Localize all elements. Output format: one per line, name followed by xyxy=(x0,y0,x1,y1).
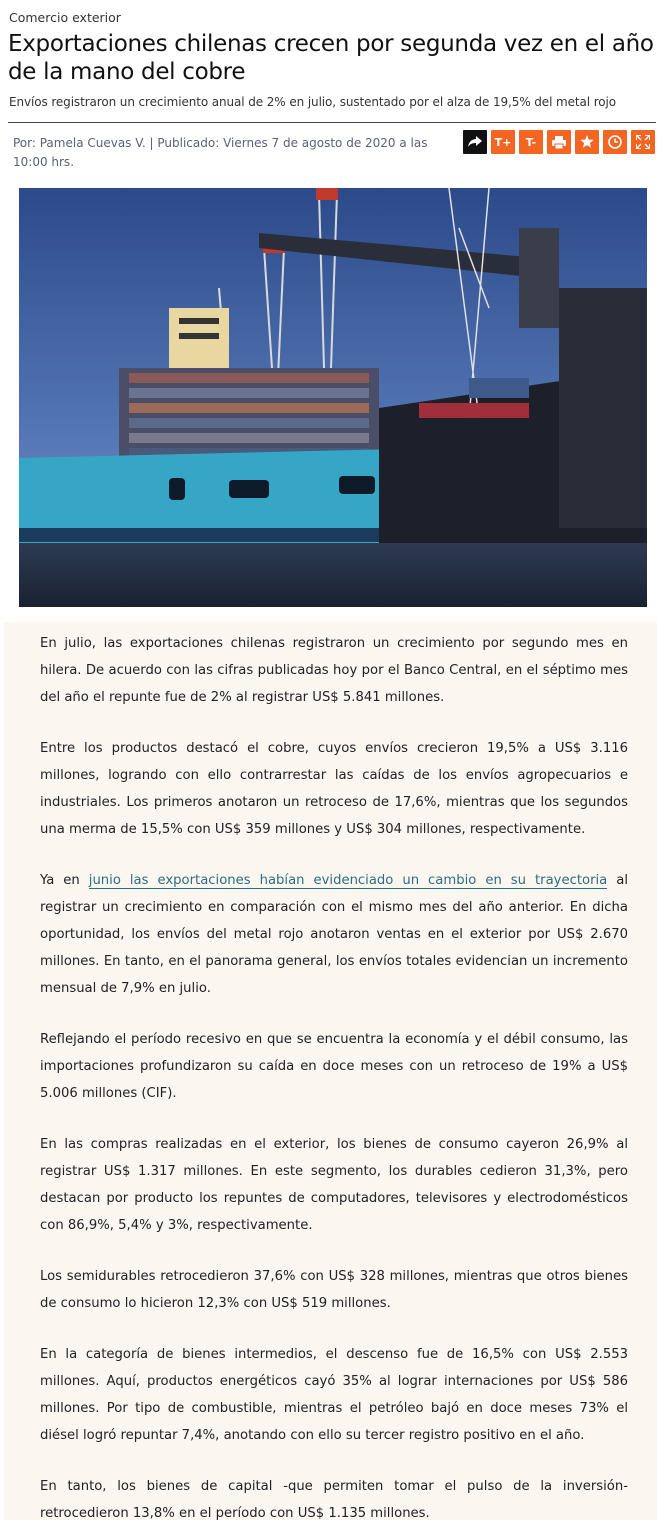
favorite-button[interactable] xyxy=(575,130,599,154)
share-arrow-icon xyxy=(468,136,482,148)
paragraph-8: En tanto, los bienes de capital -que permiten tomar el pulso de la inversión- retrocedieron 13,8% en el período con US$ 1.135 millones. xyxy=(40,1479,628,1520)
section-label[interactable]: Comercio exterior xyxy=(9,10,121,25)
article-byline: Por: Pamela Cuevas V. | Publicado: Viernes 7 de agosto de 2020 a las 10:00 hrs. xyxy=(13,136,428,169)
print-icon xyxy=(552,136,566,149)
paragraph-4: Reflejando el período recesivo en que se encuentra la economía y el débil consumo, las importaciones profundizaron su caída en doce meses con un retroceso de 19% a US$ 5.006 millones (CIF). xyxy=(40,1032,628,1101)
paragraph-6: Los semidurables retrocedieron 37,6% con US$ 328 millones, mientras que otros bienes de consumo lo hicieron 12,3% con US$ 519 millones. xyxy=(40,1269,628,1311)
article-headline: Exportaciones chilenas crecen por segunda vez en el año de la mano del cobre xyxy=(8,31,654,85)
paragraph-5: En las compras realizadas en el exterior, los bienes de consumo cayeron 26,9% al registrar US$ 1.317 millones. En este segmento, los durables cedieron 31,3%, pero destacan por producto los repuntes de computadores, televisores y electrodomésticos con 86,9%, 5,4% y 3%, respectivamente. xyxy=(40,1137,628,1233)
article-toolbar xyxy=(463,130,655,154)
clock-icon xyxy=(608,135,622,149)
article-body xyxy=(4,622,657,1520)
paragraph-3-suffix: al registrar un crecimiento en comparación con el mismo mes del año anterior. En dicha oportunidad, los envíos del metal rojo anotaron ventas en el exterior por US$ 2.670 millones. En tanto, en el panorama general, los envíos totales evidencian un incremento mensual de 7,9% en julio. xyxy=(40,873,628,996)
paragraph-2: Entre los productos destacó el cobre, cuyos envíos crecieron 19,5% a US$ 3.116 millones, logrando con ello contrarrestar las caídas de los envíos agropecuarios e industriales. Los primeros anotaron un retroceso de 17,6%, mientras que los segundos una merma de 15,5% con US$ 359 millones y US$ 304 millones, respectivamente. xyxy=(40,741,628,837)
star-icon xyxy=(580,135,594,149)
cargo-ship-port-photo xyxy=(19,188,647,607)
paragraph-3 xyxy=(40,867,628,1002)
paragraph-3-prefix: Ya en xyxy=(40,873,89,888)
article-subtitle: Envíos registraron un crecimiento anual de 2% en julio, sustentado por el alza de 19,5% del metal rojo xyxy=(9,95,616,109)
paragraph-7: En la categoría de bienes intermedios, el descenso fue de 16,5% con US$ 2.553 millones. Aquí, productos energéticos cayó 35% al lograr internaciones por US$ 586 millones. Por tipo de combustible, mientras el petróleo bajó en doce meses 73% el diésel logró repuntar 7,4%, anotando con ello su tercer registro positivo en el año. xyxy=(40,1347,628,1443)
font-increase-button[interactable]: T+ xyxy=(491,130,515,154)
history-button[interactable] xyxy=(603,130,627,154)
article-photo xyxy=(19,188,647,607)
font-decrease-button[interactable]: T- xyxy=(519,130,543,154)
print-button[interactable] xyxy=(547,130,571,154)
share-button[interactable] xyxy=(463,130,487,154)
header-divider xyxy=(8,122,656,123)
paragraph-1: En julio, las exportaciones chilenas registraron un crecimiento por segundo mes en hilera. De acuerdo con las cifras publicadas hoy por el Banco Central, en el séptimo mes del año el repunte fue de 2% al registrar US$ 5.841 millones. xyxy=(40,636,628,705)
fullscreen-button[interactable] xyxy=(631,130,655,154)
june-exports-link[interactable]: junio las exportaciones habían evidenciado un cambio en su trayectoria xyxy=(88,873,608,888)
expand-icon xyxy=(636,135,650,149)
